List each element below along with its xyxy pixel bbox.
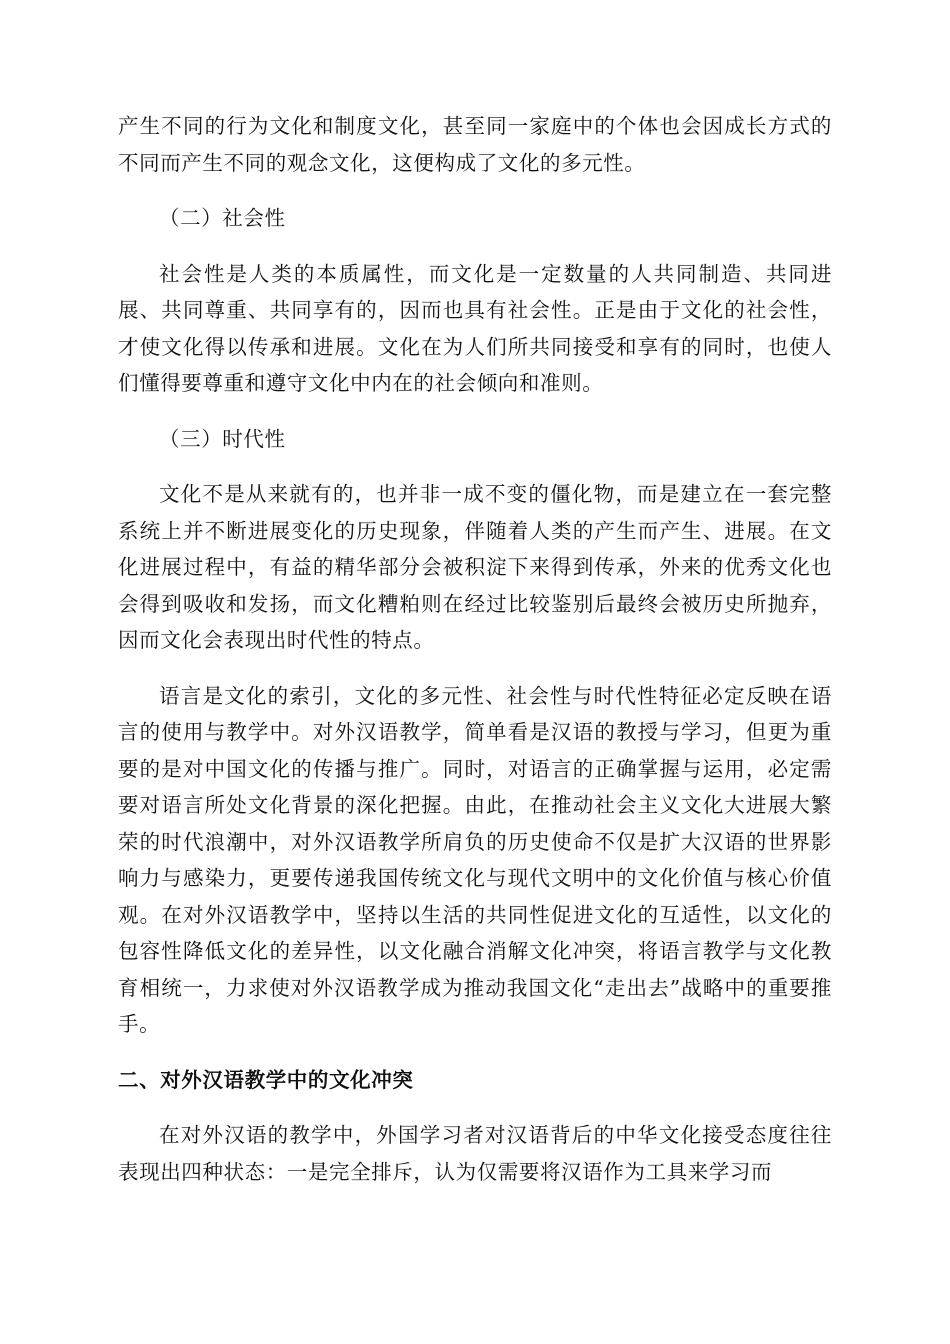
section-heading: 二、对外汉语教学中的文化冲突 — [118, 1067, 414, 1092]
paragraph-continued: 产生不同的行为文化和制度文化，甚至同一家庭中的个体也会因成长方式的不同而产生不同的观念文化，这便构成了文化的多元性。 — [118, 114, 832, 175]
paragraph-language: 语言是文化的索引，文化的多元性、社会性与时代性特征必定反映在语言的使用与教学中。对外汉语教学，简单看是汉语的教授与学习，但更为重要的是对中国文化的传播与推广。同时，对语言的正确掌握与运用，必定需要对语言所处文化背景的深化把握。由此，在推动社会主义文化大进展大繁荣的时代浪潮中，对外汉语教学所肩负的历史使命不仅是扩大汉语的世界影响力与感染力，更要传递我国传统文化与现代文明中的文化价值与核心价值观。在对外汉语教学中，坚持以生活的共同性促进文化的互适性，以文化的包容性降低文化的差异性，以文化融合消解文化冲突，将语言教学与文化教育相统一，力求使对外汉语教学成为推动我国文化“走出去”战略中的重要推手。 — [118, 683, 832, 1036]
subheading-social: （二）社会性 — [159, 206, 286, 230]
document-page — [118, 108, 832, 1209]
paragraph-conflict: 在对外汉语的教学中，外国学习者对汉语背后的中华文化接受态度往往表现出四种状态：一是完全排斥，认为仅需要将汉语作为工具来学习而 — [118, 1123, 832, 1184]
paragraph-era: 文化不是从来就有的，也并非一成不变的僵化物，而是建立在一套完整系统上并不断进展变化的历史现象，伴随着人类的产生而产生、进展。在文化进展过程中，有益的精华部分会被积淀下来得到传承，外来的优秀文化也会得到吸收和发扬，而文化糟粕则在经过比较鉴别后最终会被历史所抛弃，因而文化会表现出时代性的特点。 — [118, 482, 832, 652]
paragraph-social: 社会性是人类的本质属性，而文化是一定数量的人共同制造、共同进展、共同尊重、共同享有的，因而也具有社会性。正是由于文化的社会性，才使文化得以传承和进展。文化在为人们所共同接受和享有的同时，也使人们懂得要尊重和遵守文化中内在的社会倾向和准则。 — [118, 261, 832, 395]
subheading-era: （三）时代性 — [159, 426, 286, 451]
